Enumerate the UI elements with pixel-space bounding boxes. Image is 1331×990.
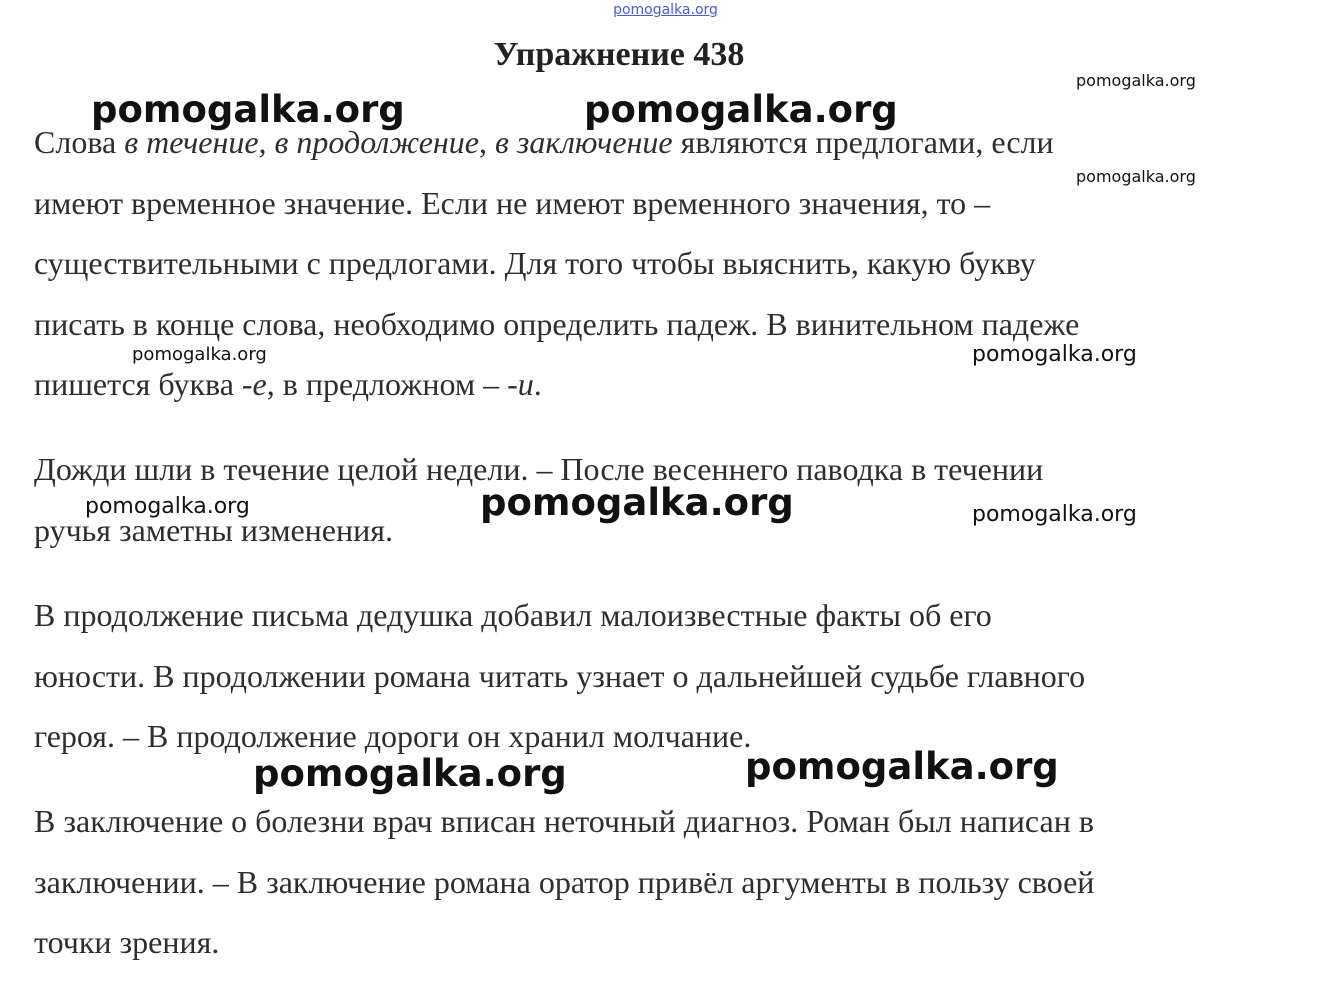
text-segment: являются предлогами, если <box>672 124 1054 160</box>
watermark: pomogalka.org <box>253 752 567 795</box>
paragraph-1-line-3: существительными с предлогами. Для того чтобы выяснить, какую букву <box>34 245 1036 281</box>
paragraph-4-line-3: точки зрения. <box>34 924 220 960</box>
paragraph-1-line-4: писать в конце слова, необходимо определить падеж. В винительном падеже <box>34 306 1080 342</box>
watermark: pomogalka.org <box>132 344 267 365</box>
paragraph-2-line-2: ручья заметны изменения. <box>34 512 393 548</box>
italic-text-segment: в течение, в продолжение, в заключение <box>124 124 673 160</box>
watermark: pomogalka.org <box>584 88 898 131</box>
site-link[interactable]: pomogalka.org <box>613 2 718 18</box>
paragraph-1-line-5 <box>34 366 542 403</box>
watermark: pomogalka.org <box>91 88 405 131</box>
watermark: pomogalka.org <box>745 745 1059 788</box>
paragraph-4-line-1: В заключение о болезни врач вписан неточный диагноз. Роман был написан в <box>34 803 1094 839</box>
watermark: pomogalka.org <box>972 342 1137 367</box>
watermark: pomogalka.org <box>1076 167 1196 186</box>
paragraph-4-line-2: заключении. – В заключение романа оратор привёл аргументы в пользу своей <box>34 864 1095 900</box>
watermark: pomogalka.org <box>972 502 1137 527</box>
watermark: pomogalka.org <box>480 481 794 524</box>
page-title: Упражнение 438 <box>493 36 745 73</box>
paragraph-1-line-2: имеют временное значение. Если не имеют временного значения, то – <box>34 185 991 221</box>
text-segment: пишется буква - <box>34 366 253 402</box>
watermark: pomogalka.org <box>85 494 250 519</box>
text-segment: , в предложном – - <box>266 366 518 402</box>
watermark: pomogalka.org <box>1076 71 1196 90</box>
paragraph-3-line-2: юности. В продолжении романа читать узнает о дальнейшей судьбе главного <box>34 658 1086 694</box>
italic-letter: е <box>252 366 267 402</box>
text-segment: . <box>533 366 542 402</box>
paragraph-3-line-1: В продолжение письма дедушка добавил малоизвестные факты об его <box>34 597 992 633</box>
paragraph-2-line-1: Дожди шли в течение целой недели. – После весеннего паводка в течении <box>34 451 1044 487</box>
italic-letter: и <box>517 366 534 402</box>
text-segment: Слова <box>34 124 125 160</box>
paragraph-3-line-3: героя. – В продолжение дороги он хранил молчание. <box>34 718 752 754</box>
